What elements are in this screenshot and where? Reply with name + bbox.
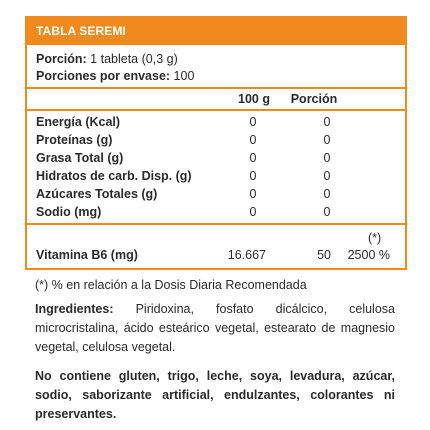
servings-value: 100 — [170, 69, 195, 83]
cell-sodium-portion: 0 — [323, 205, 331, 219]
divider — [27, 109, 405, 111]
nutrition-table — [25, 16, 407, 270]
divider — [27, 223, 405, 225]
vitamin-marker: (*) — [368, 231, 382, 245]
vitamin-percent: 2500 % — [347, 248, 390, 262]
table-title: TABLA SEREMI — [27, 18, 405, 45]
servings-label: Porciones por envase: — [36, 69, 171, 83]
footnote: (*) % en relación a la Dosis Diaria Recomendada — [35, 278, 307, 292]
cell-protein-portion: 0 — [323, 133, 331, 147]
cell-carbs-100g: 0 — [249, 169, 257, 183]
cell-carbs-portion: 0 — [323, 169, 331, 183]
divider — [27, 87, 405, 89]
vitamin-100g: 16.667 — [227, 248, 266, 262]
row-label-sodium: Sodio (mg) — [36, 205, 102, 219]
row-label-fat: Grasa Total (g) — [36, 151, 124, 165]
cell-protein-100g: 0 — [249, 133, 257, 147]
row-label-energy: Energía (Kcal) — [36, 115, 121, 129]
cell-fat-portion: 0 — [323, 151, 331, 165]
vitamin-label: Vitamina B6 (mg) — [36, 248, 138, 262]
column-header-portion: Porción — [290, 92, 338, 106]
servings-line — [36, 68, 194, 84]
ingredients-text: Piridoxina, fosfato dicálcico, celulosa microcristalina, ácido esteárico vegetal, estearato de magnesio vegetal, celulosa vegetal. — [35, 302, 395, 354]
claims-text: No contiene gluten, trigo, leche, soya, levadura, azúcar, sodio, saborizante artificial, endulzantes, colorantes ni preservantes. — [35, 369, 395, 421]
portion-label: Porción: — [36, 52, 87, 66]
portion-line — [36, 51, 178, 67]
vitamin-portion: 50 — [317, 248, 331, 262]
portion-value: 1 tableta (0,3 g) — [86, 52, 178, 66]
column-header-100g: 100 g — [238, 92, 270, 106]
cell-sugars-100g: 0 — [249, 187, 257, 201]
row-label-protein: Proteínas (g) — [36, 133, 113, 147]
row-label-sugars: Azúcares Totales (g) — [36, 187, 158, 201]
cell-sodium-100g: 0 — [249, 205, 257, 219]
cell-energy-100g: 0 — [249, 115, 257, 129]
row-label-carbs: Hidratos de carb. Disp. (g) — [36, 169, 192, 183]
cell-energy-portion: 0 — [323, 115, 331, 129]
ingredients-block — [35, 300, 395, 357]
ingredients-label: Ingredientes: — [35, 302, 114, 316]
cell-sugars-portion: 0 — [323, 187, 331, 201]
cell-fat-100g: 0 — [249, 151, 257, 165]
